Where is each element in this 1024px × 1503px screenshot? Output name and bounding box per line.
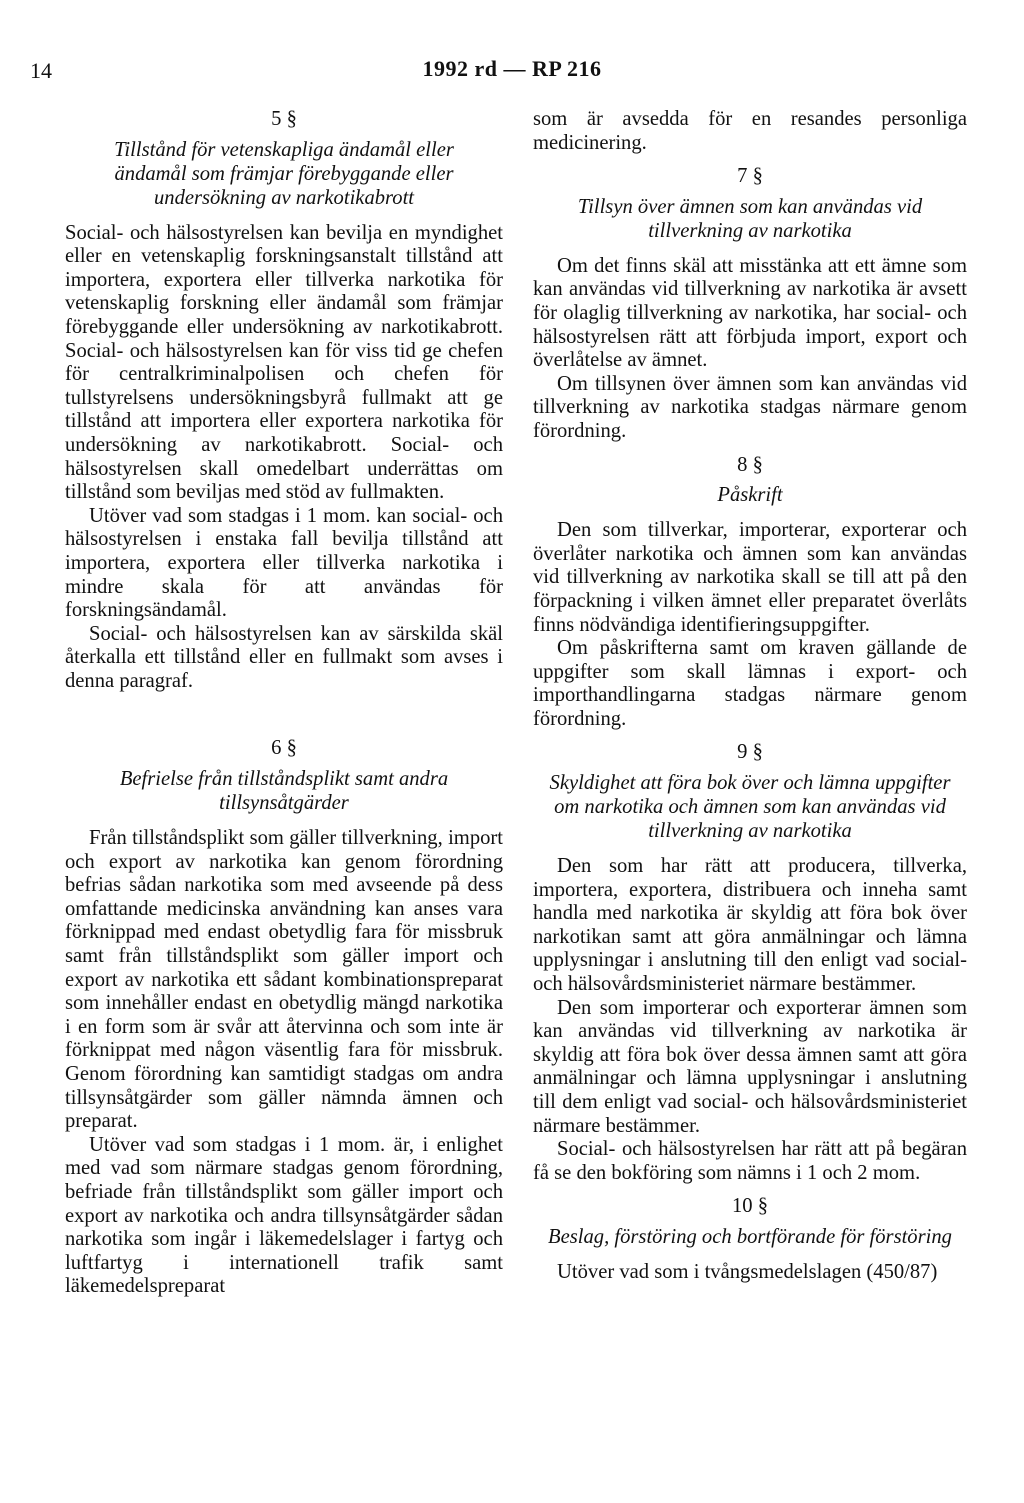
- paragraph: Utöver vad som i tvångsmedelslagen (450/87): [557, 1260, 938, 1283]
- paragraph: Den som tillverkar, importerar, exporterar och överlåter narkotika och ämnen som kan användas vid tillverkning av narkotika skall se till att på den förpackning i vilken ämnet eller preparatet överlåts finns nödvändiga identifieringsuppgifter.: [533, 519, 967, 636]
- section-heading-8: 8 §: [737, 453, 763, 476]
- paragraph: Social- och hälsostyrelsen kan bevilja en myndighet eller en vetenskaplig forskningsanstalt tillstånd att importera, exportera eller tillverka narkotika för vetenskaplig forskning eller ändamål som främjar förebyggande eller undersökning av narkotikabrott. Social- och hälsostyrelsen kan för viss tid ge chefen för centralkriminalpolisen och chefen för tullstyrelsens undersökningsbyrå fullmakt att ge tillstånd att importera eller exportera narkotika för undersökning av narkotikabrott. Social- och hälsostyrelsen skall omedelbart underrättas om tillstånd som beviljas med stöd av fullmakten.: [65, 221, 503, 504]
- paragraph: Om påskrifterna samt om kraven gällande de uppgifter som skall lämnas i export- och importhandlingarna stadgas närmare genom förordning.: [533, 637, 967, 730]
- paragraph: Utöver vad som stadgas i 1 mom. kan social- och hälsostyrelsen i enstaka fall bevilja tillstånd att importera, exportera eller tillverka narkotika i mindre skala för att användas för forskningsändamål.: [65, 504, 503, 622]
- paragraph: Den som har rätt att producera, tillverka, importera, exportera, distribuera och inneha samt handla med narkotika är skyldig att föra bok över narkotikan samt att göra anmälningar och lämna upplysningar i anslutning till den enligt vad social- och hälsovårdsministeriet närmare bestämmer.: [533, 855, 967, 996]
- section-heading-9: 9 §: [737, 741, 763, 764]
- left-column: [65, 108, 503, 1299]
- paragraph: Om tillsynen över ämnen som kan användas vid tillverkning av narkotika stadgas närmare genom förordning.: [533, 372, 967, 442]
- paragraph: Social- och hälsostyrelsen har rätt att på begäran få se den bokföring som nämns i 1 och 2 mom.: [533, 1138, 967, 1184]
- section-title-7: Tillsyn över ämnen som kan användas vid tillverkning av narkotika: [577, 195, 923, 242]
- paragraph: Utöver vad som stadgas i 1 mom. är, i enlighet med vad som närmare stadgas genom förordning, befriade från tillståndsplikt som gäller import och export av narkotika och andra tillsynsåtgärder sådan narkotika som ingår i läkemedelslager i fartyg och luftfartyg i internationell trafik samt läkemedelspreparat: [65, 1133, 503, 1298]
- section-title-5: Tillstånd för vetenskapliga ändamål eller ändamål som främjar förebyggande eller undersökning av narkotikabrott: [114, 138, 454, 209]
- paragraph: Från tillståndsplikt som gäller tillverkning, import och export av narkotika kan genom förordning befrias sådan narkotika som med avseende på dess omfattande medicinska användning kan anses vara förknippad med endast obetydlig fara för missbruk samt från tillståndsplikt som gäller import och export av narkotika ett sådant kombinationspreparat som innehåller endast en obetydlig mängd narkotika i en form som är svår att återvinna och som inte är förknippat med någon väsentlig fara för missbruk. Genom förordning kan samtidigt stadgas om andra tillsynsåtgärder som gäller nämnda ämnen och preparat.: [65, 827, 503, 1133]
- paragraph: Om det finns skäl att misstänka att ett ämne som kan användas vid tillverkning av narkotika är avsett för olaglig tillverkning av narkotika, har social- och hälsostyrelsen rätt att förbjuda import, export och överlåtelse av ämnet.: [533, 254, 967, 372]
- right-column: [533, 108, 967, 1285]
- section-title-6: Befrielse från tillståndsplikt samt andra tillsynsåtgärder: [119, 768, 449, 815]
- paragraph: Den som importerar och exporterar ämnen som kan användas vid tillverkning av narkotika är skyldig att föra bok över dessa ämnen samt att göra anmälningar och lämna upplysningar i anslutning till dem enligt vad social- och hälsovårdsministeriet närmare bestämmer.: [533, 996, 967, 1137]
- paragraph: Social- och hälsostyrelsen kan av särskilda skäl återkalla ett tillstånd eller en fullmakt som avses i denna paragraf.: [65, 622, 503, 692]
- section-heading-10: 10 §: [731, 1195, 769, 1218]
- page-number: 14: [30, 58, 52, 83]
- section-title-9: Skyldighet att föra bok över och lämna uppgifter om narkotika och ämnen som kan användas vid tillverkning av narkotika: [549, 772, 951, 843]
- section-heading-7: 7 §: [737, 165, 763, 188]
- section-title-8: Påskrift: [717, 484, 783, 507]
- section-heading-5: 5 §: [271, 108, 297, 130]
- section-heading-6: 6 §: [271, 737, 297, 760]
- section-title-10: Beslag, förstöring och bortförande för förstöring: [548, 1225, 952, 1248]
- paragraph-continuation: som är avsedda för en resandes personliga medicinering.: [533, 108, 967, 154]
- page-header-title: 1992 rd — RP 216: [422, 56, 602, 81]
